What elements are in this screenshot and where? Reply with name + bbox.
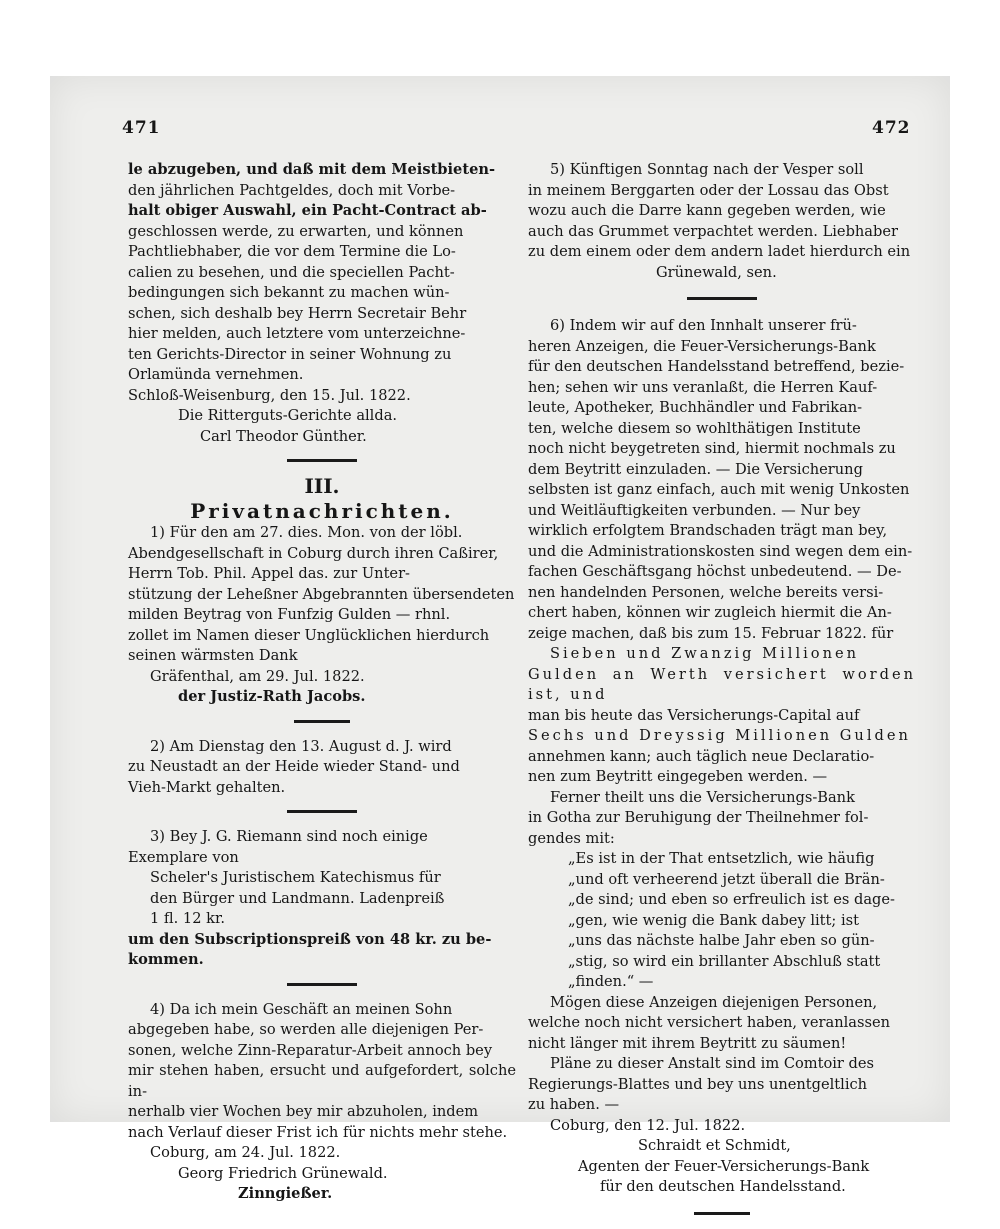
quote-line: „de sind; und eben so erfreulich ist es dage- xyxy=(568,891,895,908)
quotation xyxy=(528,849,916,993)
right-column xyxy=(528,160,916,1229)
text-line: um den Subscriptionspreiß von 48 kr. zu be- xyxy=(128,930,492,948)
text-line: 5) Künftigen Sonntag nach der Vesper soll xyxy=(550,161,864,178)
text-line: hier melden, auch letztere vom unterzeichne- xyxy=(128,325,466,342)
text-line: und die Administrationskosten sind wegen dem ein- xyxy=(528,542,913,560)
text-line: zu haben. — xyxy=(528,1096,620,1113)
text-line: und Weitläuftigkeiten verbunden. — Nur bey xyxy=(528,501,861,519)
text-line: calien zu besehen, und die speciellen Pacht- xyxy=(128,263,455,281)
text-line: Exemplare von xyxy=(128,848,239,866)
text-line: welche noch nicht versichert haben, veranlassen xyxy=(528,1014,890,1031)
signature-role: für den deutschen Handelsstand. xyxy=(600,1178,846,1195)
text-line: Pachtliebhaber, die vor dem Termine die Lo- xyxy=(128,243,456,260)
quote-line: „uns das nächste halbe Jahr eben so gün- xyxy=(568,932,875,949)
text-line: seinen wärmsten Dank xyxy=(128,647,298,664)
quote-line: „gen, wie wenig die Bank dabey litt; ist xyxy=(568,911,859,929)
text-line: mir stehen haben, ersucht und aufgefordert, solche in- xyxy=(128,1062,516,1100)
text-line: nen handelnden Personen, welche bereits versi- xyxy=(528,583,884,601)
text-line: geschlossen werde, zu erwarten, und können xyxy=(128,222,464,240)
item-3 xyxy=(128,827,516,971)
text-line: gendes mit: xyxy=(528,829,615,847)
signature-name: Carl Theodor Günther. xyxy=(200,427,367,445)
text-line: Pläne zu dieser Anstalt sind im Comtoir des xyxy=(550,1055,875,1072)
text-line: Ferner theilt uns die Versicherungs-Bank xyxy=(550,788,855,806)
text-line-spaced: Sechs und Dreyssig Millionen Gulden xyxy=(528,727,911,744)
text-line: selbsten ist ganz einfach, auch mit wenig Unkosten xyxy=(528,481,910,498)
text-line: Regierungs-Blattes und bey uns unentgeltlich xyxy=(528,1075,868,1093)
text-line: heren Anzeigen, die Feuer-Versicherungs-Bank xyxy=(528,337,876,355)
signature-place: Gräfenthal, am 29. Jul. 1822. xyxy=(150,667,365,685)
text-line: stützung der Leheßner Abgebrannten übersendeten xyxy=(128,585,515,603)
text-line: 4) Da ich mein Geschäft an meinen Sohn xyxy=(150,1000,453,1018)
text-line: schen, sich deshalb bey Herrn Secretair Behr xyxy=(128,304,467,322)
text-line: man bis heute das Versicherungs-Capital auf xyxy=(528,706,860,724)
text-line: für den deutschen Handelsstand betreffend, bezie- xyxy=(528,358,905,375)
separator-rule xyxy=(687,297,757,300)
text-line: in Gotha zur Beruhigung der Theilnehmer fol- xyxy=(528,809,869,826)
text-line: Orlamünda vernehmen. xyxy=(128,366,304,383)
text-line: zu dem einem oder dem andern ladet hierdurch ein xyxy=(528,243,911,260)
text-line: annehmen kann; auch täglich neue Declaratio- xyxy=(528,747,875,765)
signature-place: Coburg, am 24. Jul. 1822. xyxy=(150,1144,341,1161)
page-number-right: 472 xyxy=(872,118,911,138)
left-column xyxy=(128,160,516,1205)
text-line: nicht länger mit ihrem Beytritt zu säumen! xyxy=(528,1034,847,1052)
text-line: auch das Grummet verpachtet werden. Liebhaber xyxy=(528,222,898,240)
text-line: Herrn Tob. Phil. Appel das. zur Unter- xyxy=(128,565,410,582)
signature-name: Georg Friedrich Grünewald. xyxy=(178,1164,388,1182)
signature-place: Schloß-Weisenburg, den 15. Jul. 1822. xyxy=(128,386,411,404)
text-line: zollet im Namen dieser Unglücklichen hierdurch xyxy=(128,626,490,644)
text-line: hen; sehen wir uns veranlaßt, die Herren Kauf- xyxy=(528,378,878,396)
signature-place: Coburg, den 12. Jul. 1822. xyxy=(550,1116,746,1134)
item-2 xyxy=(128,737,516,799)
signature-name: Grünewald, sen. xyxy=(656,263,777,281)
text-line: den jährlichen Pachtgeldes, doch mit Vorbe- xyxy=(128,181,456,199)
text-line: milden Beytrag von Funfzig Gulden — rhnl. xyxy=(128,606,451,623)
quote-line: „finden.“ — xyxy=(568,973,654,990)
signature-title: Zinngießer. xyxy=(238,1185,333,1202)
text-line: zu Neustadt an der Heide wieder Stand- und xyxy=(128,758,460,775)
item-5 xyxy=(528,160,916,283)
quote-line: „und oft verheerend jetzt überall die Brän- xyxy=(568,870,885,888)
text-line: Abendgesellschaft in Coburg durch ihren Caßirer, xyxy=(128,544,499,562)
text-line: 1 fl. 12 kr. xyxy=(150,910,225,927)
separator-rule xyxy=(287,810,357,813)
signature-role: Agenten der Feuer-Versicherungs-Bank xyxy=(578,1157,870,1175)
text-line: ten, welche diesem so wohlthätigen Institute xyxy=(528,419,861,437)
signature-by: Die Ritterguts-Gerichte allda. xyxy=(178,407,398,424)
text-line: kommen. xyxy=(128,951,204,968)
quote-line: „stig, so wird ein brillanter Abschluß statt xyxy=(568,952,881,970)
text-line: Scheler's Juristischem Katechismus für xyxy=(150,869,441,886)
separator-rule xyxy=(694,1212,750,1215)
text-line: den Bürger und Landmann. Ladenpreiß xyxy=(150,889,445,907)
newspaper-page-scan xyxy=(50,76,950,1202)
text-line: wozu auch die Darre kann gegeben werden, wie xyxy=(528,202,886,219)
text-line: zeige machen, daß bis zum 15. Februar 1822. für xyxy=(528,624,894,642)
text-line: ten Gerichts-Director in seiner Wohnung zu xyxy=(128,345,452,363)
signature-name: Schraidt et Schmidt, xyxy=(638,1137,791,1154)
text-line: 2) Am Dienstag den 13. August d. J. wird xyxy=(150,737,452,755)
text-line: nen zum Beytritt eingegeben werden. — xyxy=(528,768,828,785)
page-number-left: 471 xyxy=(122,118,161,138)
section-heading: Privatnachrichten. xyxy=(190,498,454,523)
text-line: in meinem Berggarten oder der Lossau das Obst xyxy=(528,181,889,199)
text-line: 3) Bey J. G. Riemann sind noch einige xyxy=(150,828,428,845)
text-line: nerhalb vier Wochen bey mir abzuholen, indem xyxy=(128,1103,479,1120)
quote-line: „Es ist in der That entsetzlich, wie häufig xyxy=(568,850,875,867)
text-line: leute, Apotheker, Buchhändler und Fabrikan- xyxy=(528,399,863,416)
item-6 xyxy=(528,316,916,1198)
text-line: nach Verlauf dieser Frist ich für nichts mehr stehe. xyxy=(128,1123,508,1141)
separator-rule xyxy=(287,983,357,986)
text-line: abgegeben habe, so werden alle diejenigen Per- xyxy=(128,1021,484,1038)
text-line: 1) Für den am 27. dies. Mon. von der löbl. xyxy=(150,524,463,541)
text-line: Vieh-Markt gehalten. xyxy=(128,778,286,796)
text-line: halt obiger Auswahl, ein Pacht-Contract ab- xyxy=(128,202,487,219)
text-line: chert haben, können wir zugleich hiermit die An- xyxy=(528,604,892,621)
text-line: le abzugeben, und daß mit dem Meistbieten- xyxy=(128,161,496,178)
signature-name: der Justiz-Rath Jacobs. xyxy=(178,688,366,705)
text-line: 6) Indem wir auf den Innhalt unserer frü- xyxy=(550,317,857,334)
text-line: Mögen diese Anzeigen diejenigen Personen, xyxy=(550,993,878,1011)
text-line: wirklich erfolgtem Brandschaden trägt man bey, xyxy=(528,522,888,539)
text-line: dem Beytritt einzuladen. — Die Versicherung xyxy=(528,460,863,478)
item-4 xyxy=(128,1000,516,1205)
section-number: III. xyxy=(304,474,340,498)
text-line: noch nicht beygetreten sind, hiermit nochmals zu xyxy=(528,440,896,457)
item-1 xyxy=(128,523,516,708)
separator-rule xyxy=(287,459,357,462)
separator-rule xyxy=(294,720,350,723)
text-line-spaced: Gulden an Werth versichert worden ist, und xyxy=(528,665,916,703)
text-line-spaced: Sieben und Zwanzig Millionen xyxy=(550,645,859,662)
text-line: sonen, welche Zinn-Reparatur-Arbeit annoch bey xyxy=(128,1041,493,1059)
text-line: bedingungen sich bekannt zu machen wün- xyxy=(128,284,450,301)
text-line: fachen Geschäftsgang höchst unbedeutend. — De- xyxy=(528,563,902,580)
lease-notice xyxy=(128,160,516,447)
